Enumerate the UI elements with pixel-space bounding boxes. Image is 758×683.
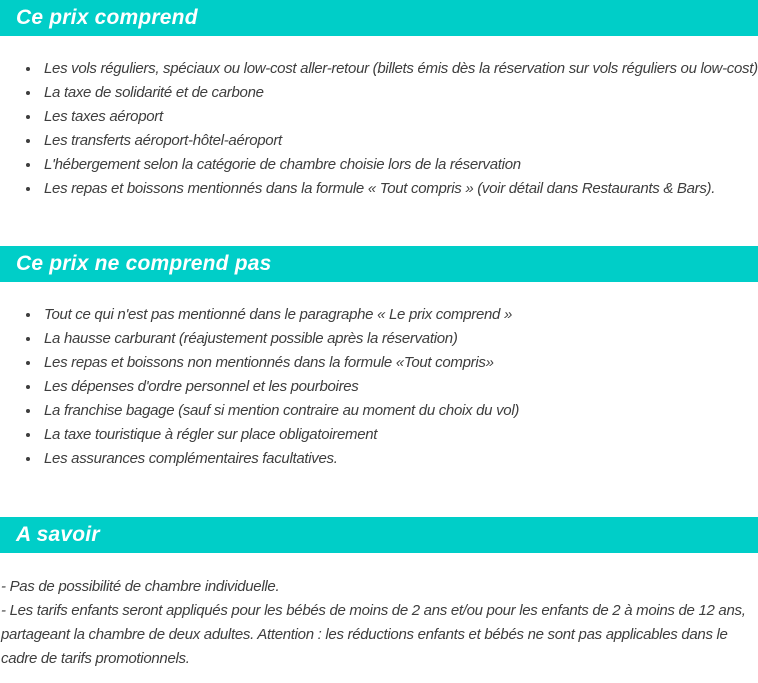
price-included-item: • Les repas et boissons mentionnés dans la formule « Tout compris » (voir détail dans Restaurants & Bars). bbox=[41, 177, 758, 201]
price-not-included-list bbox=[0, 303, 758, 471]
price-included-item: • Les transferts aéroport-hôtel-aéroport bbox=[41, 129, 758, 153]
price-not-included-item: • Les repas et boissons non mentionnés dans la formule «Tout compris» bbox=[41, 351, 758, 375]
section-title: Ce prix ne comprend pas bbox=[16, 252, 272, 275]
price-not-included-item: • Les assurances complémentaires facultatives. bbox=[41, 447, 758, 471]
price-not-included-item: • La franchise bagage (sauf si mention contraire au moment du choix du vol) bbox=[41, 399, 758, 423]
price-not-included-item: • La hausse carburant (réajustement possible après la réservation) bbox=[41, 327, 758, 351]
section-title: A savoir bbox=[16, 523, 100, 546]
price-included-item: • Les taxes aéroport bbox=[41, 105, 758, 129]
section-header-price-not-included bbox=[0, 246, 758, 282]
price-included-item: • Les vols réguliers, spéciaux ou low-cost aller-retour (billets émis dès la réservation sur vols réguliers ou low-cost) bbox=[41, 57, 758, 81]
section-header-good-to-know bbox=[0, 517, 758, 553]
note-paragraph: - Les tarifs enfants seront appliqués pour les bébés de moins de 2 ans et/ou pour les enfants de 2 à moins de 12 ans, partageant la chambre de deux adultes. Attention : les réductions enfants et bébés ne sont pas applicables dans le cadre de tarifs promotionnels. bbox=[1, 602, 746, 667]
section-header-price-included bbox=[0, 0, 758, 36]
section-price-not-included bbox=[0, 246, 758, 471]
price-included-item: • L'hébergement selon la catégorie de chambre choisie lors de la réservation bbox=[41, 153, 758, 177]
price-not-included-item: • Les dépenses d'ordre personnel et les pourboires bbox=[41, 375, 758, 399]
section-good-to-know bbox=[0, 517, 758, 671]
price-included-item: • La taxe de solidarité et de carbone bbox=[41, 81, 758, 105]
section-price-included bbox=[0, 0, 758, 201]
note-paragraph: - Pas de possibilité de chambre individuelle. bbox=[1, 578, 280, 595]
price-not-included-item: • La taxe touristique à régler sur place obligatoirement bbox=[41, 423, 758, 447]
good-to-know-notes bbox=[0, 575, 758, 671]
price-included-list bbox=[0, 57, 758, 201]
section-title: Ce prix comprend bbox=[16, 6, 198, 29]
price-not-included-item: • Tout ce qui n'est pas mentionné dans le paragraphe « Le prix comprend » bbox=[41, 303, 758, 327]
